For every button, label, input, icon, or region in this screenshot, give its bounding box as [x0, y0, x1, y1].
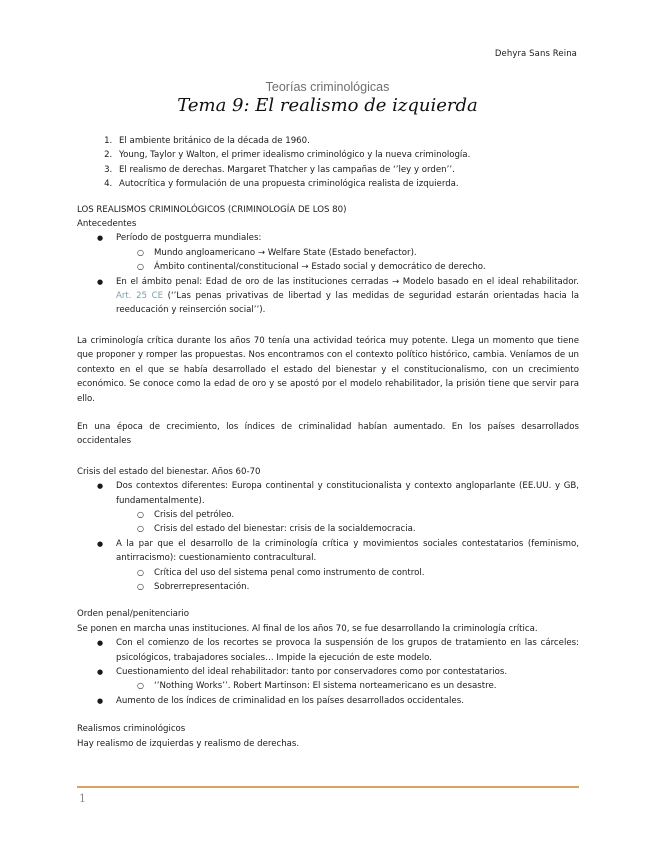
topic-list: [77, 134, 579, 192]
bullet-list: [77, 636, 579, 708]
sub-bullet-list: [116, 246, 579, 275]
sub-bullet-item: ○ Crisis del estado del bienestar: crisis de la socialdemocracia.: [154, 522, 579, 536]
section-heading: LOS REALISMOS CRIMINOLÓGICOS (CRIMINOLOGÍA DE LOS 80): [77, 204, 347, 215]
document-body: [77, 134, 579, 751]
bullet-item: [103, 537, 579, 595]
section-heading: Crisis del estado del bienestar. Años 60-70: [77, 466, 261, 477]
article-quote: (‘’Las penas privativas de libertad y las medidas de seguridad estarán orientadas hacia la reeducación y reinserción social’’).: [116, 291, 579, 316]
sub-bullet-item: ○ Ámbito continental/constitucional → Estado social y democrático de derecho.: [154, 260, 579, 274]
bullet-item: [103, 231, 579, 274]
article-reference: Art. 25 CE: [116, 291, 164, 302]
bullet-text: Dos contextos diferentes: Europa continental y constitucionalista y contexto angloparlante (EE.UU. y GB, fundamentalmente).: [116, 481, 579, 506]
bullet-text: Período de postguerra mundiales:: [116, 233, 262, 244]
topic-item: 4. Autocrítica y formulación de una propuesta criminológica realista de izquierda.: [115, 177, 579, 191]
author-name: Dehyra Sans Reina: [494, 49, 577, 59]
subsection-heading: Antecedentes: [77, 219, 137, 230]
sub-bullet-item: ○ Mundo angloamericano → Welfare State (Estado benefactor).: [154, 246, 579, 260]
sub-bullet-item: ○ ‘’Nothing Works’’. Robert Martinson: El sistema norteamericano es un desastre.: [154, 679, 579, 693]
bullet-item: [103, 275, 579, 318]
bullet-list: [77, 479, 579, 594]
paragraph: En una época de crecimiento, los índices de criminalidad habían aumentado. En los países desarrollados occidentales: [77, 421, 579, 447]
paragraph: Hay realismo de izquierdas y realismo de derechas.: [77, 738, 300, 749]
bullet-item: [103, 665, 579, 694]
topic-item: 3. El realismo de derechas. Margaret Thatcher y las campañas de ‘’ley y orden’’.: [115, 163, 579, 177]
sub-bullet-item: ○ Crisis del petróleo.: [154, 508, 579, 522]
paragraph: Se ponen en marcha unas instituciones. Al final de los años 70, se fue desarrollando la criminología crítica.: [77, 623, 538, 634]
sub-bullet-list: [116, 508, 579, 537]
document-title: Tema 9: El realismo de izquierda: [177, 95, 478, 116]
topic-item: 2. Young, Taylor y Walton, el primer idealismo criminológico y la nueva criminología.: [115, 148, 579, 162]
sub-bullet-item: ○ Crítica del uso del sistema penal como instrumento de control.: [154, 566, 579, 580]
sub-bullet-item: ○ Sobrerrepresentación.: [154, 580, 579, 594]
footer-divider: [77, 786, 579, 788]
topic-item: 1. El ambiente británico de la década de 1960.: [115, 134, 579, 148]
document-subtitle: Teorías criminológicas: [265, 80, 390, 94]
bullet-text: Cuestionamiento del ideal rehabilitador: tanto por conservadores como por contestatarios.: [116, 667, 508, 677]
bullet-item: ● Aumento de los índices de criminalidad en los países desarrollados occidentales.: [103, 694, 579, 708]
page-number: 1: [79, 792, 86, 805]
section-heading: Realismos criminológicos: [77, 724, 186, 735]
sub-bullet-list: [116, 566, 579, 595]
paragraph: La criminología crítica durante los años 70 tenía una actividad teórica muy potente. Llega un momento que tiene que proponer y romper las propuestas. Nos encontramos con el contexto político histórico, cambia. Veníamos de un contexto en el que se había desarrollado el estado del bienestar y el constitucionalismo, con un crecimiento económico. Se conoce como la edad de oro y se apostó por el modelo rehabilitador, la prisión tiene que servir para ello.: [77, 335, 579, 404]
sub-bullet-list: [116, 679, 579, 693]
bullet-list: [77, 231, 579, 317]
bullet-item: [103, 479, 579, 537]
bullet-text: A la par que el desarrollo de la criminología crítica y movimientos sociales contestatarios (feminismo, antirracismo): cuestionamiento contracultural.: [116, 538, 579, 564]
bullet-text: En el ámbito penal: Edad de oro de las instituciones cerradas → Modelo basado en el ideal rehabilitador.: [116, 276, 579, 287]
bullet-item: ● Con el comienzo de los recortes se provoca la suspensión de los grupos de tratamiento en las cárceles: psicológicos, trabajadores sociales… Impide la ejecución de este modelo.: [103, 636, 579, 665]
section-heading: Orden penal/penitenciario: [77, 609, 190, 620]
